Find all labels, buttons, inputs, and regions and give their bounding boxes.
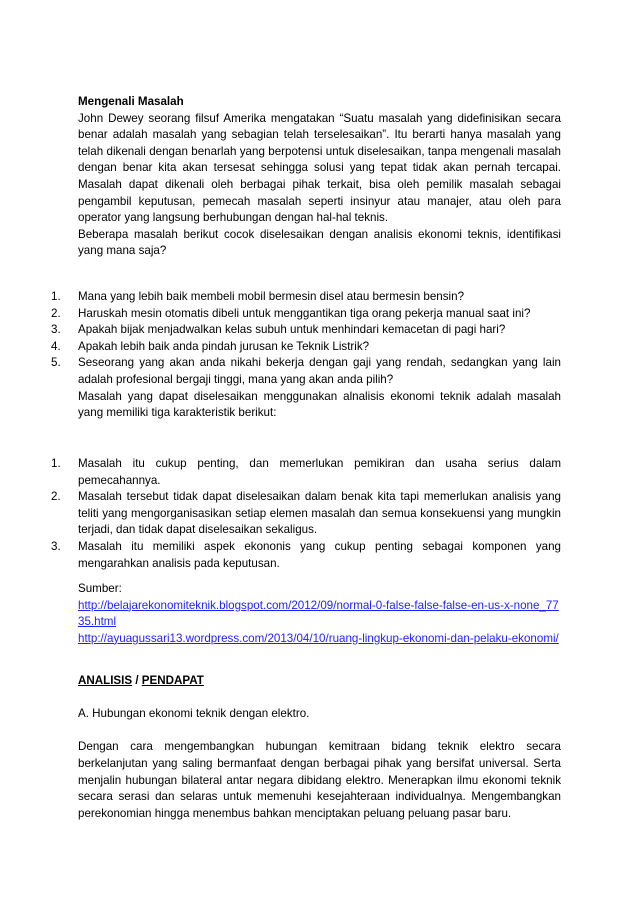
list-item xyxy=(51,489,561,539)
list-item xyxy=(51,289,561,306)
list-item-text: Haruskah mesin otomatis dibeli untuk menggantikan tiga orang pekerja manual saat ini? xyxy=(78,306,531,320)
list-number: 5. xyxy=(51,356,61,370)
list-item xyxy=(51,306,561,323)
list-number: 3. xyxy=(51,539,61,553)
source-link-1[interactable]: http://belajarekonomiteknik.blogspot.com/2012/09/normal-0-false-false-false-en-us-x-none_7735.html xyxy=(78,598,559,629)
section-title: Mengenali Masalah xyxy=(78,95,184,108)
analysis-subheading: A. Hubungan ekonomi teknik dengan elektro. xyxy=(78,707,310,721)
question-paragraph: Beberapa masalah berikut cocok diselesaikan dengan analisis ekonomi teknis, identifikasi yang mana saja? xyxy=(78,227,561,258)
analysis-section xyxy=(78,673,561,822)
list-number: 1. xyxy=(51,290,61,303)
analysis-heading xyxy=(78,673,561,690)
list-item xyxy=(51,539,561,572)
list-item-text: Seseorang yang akan anda nikahi bekerja dengan gaji yang rendah, sedangkan yang lain adalah profesional bergaji tinggi, mana yang akan anda pilih? xyxy=(78,356,561,386)
characteristics-intro: Masalah yang dapat diselesaikan menggunakan alnalisis ekonomi teknik adalah masalah yang memiliki tiga karakteristik berikut: xyxy=(78,389,561,420)
list-number: 4. xyxy=(51,339,61,353)
list-item-text: Masalah tersebut tidak dapat diselesaikan dalam benak kita tapi memerlukan analisis yang teliti yang mengorganisasikan setiap elemen masalah dan semua konsekuensi yang mungkin terjadi, dan tidak dapat diselesaikan sekaligus. xyxy=(78,490,561,537)
list-item xyxy=(51,339,561,356)
sources-label: Sumber: xyxy=(78,582,122,595)
list-number: 1. xyxy=(51,457,61,470)
intro-section xyxy=(78,94,561,260)
list-item-text: Apakah lebih baik anda pindah jurusan ke Teknik Listrik? xyxy=(78,339,370,353)
analysis-heading-right: PENDAPAT xyxy=(141,674,204,687)
list-item xyxy=(51,322,561,339)
sources-section xyxy=(78,581,561,647)
list-item xyxy=(51,355,561,421)
list-item-text: Apakah bijak menjadwalkan kelas subuh untuk menhindari kemacetan di pagi hari? xyxy=(78,323,506,337)
list-item xyxy=(51,456,561,489)
characteristics-list xyxy=(51,456,561,572)
list-item-text: Masalah itu cukup penting, dan memerlukan pemikiran dan usaha serius dalam pemecahannya. xyxy=(78,457,561,487)
analysis-paragraph: Dengan cara mengembangkan hubungan kemitraan bidang teknik elektro secara berkelanjutan yang saling bermanfaat dengan berbagai pihak yang bersifat universal. Serta menjalin hubungan bilateral antar negara dibidang elektro. Menerapkan ilmu ekonomi teknik secara serasi dan selaras untuk memenuhi kesejahteraan individualnya. Mengembangkan perekonomian hingga menembus bahkan menciptakan peluang peluang pasar baru. xyxy=(78,740,561,820)
list-number: 2. xyxy=(51,490,61,504)
list-item-text: Mana yang lebih baik membeli mobil bermesin disel atau bermesin bensin? xyxy=(78,290,465,303)
intro-paragraph: John Dewey seorang filsuf Amerika mengatakan “Suatu masalah yang didefinisikan secara benar adalah masalah yang sebagian telah terselesaikan”. Itu berarti hanya masalah yang telah dikenali dengan benarlah yang berpotensi untuk diselesaikan, tanpa mengenali masalah dengan benar kita akan tersesat sehingga solusi yang tepat tidak akan pernah tercapai. Masalah dapat dikenali oleh berbagai pihak terkait, bisa oleh pemilik masalah sebagai pengambil keputusan, pemecah masalah seperti insinyur atau manajer, atau oleh para operator yang langsung berhubungan dengan hal-hal teknis. xyxy=(78,111,561,225)
analysis-heading-separator: / xyxy=(132,674,142,687)
list-number: 3. xyxy=(51,323,61,337)
source-link-2[interactable]: http://ayuagussari13.wordpress.com/2013/04/10/ruang-lingkup-ekonomi-dan-pelaku-ekonomi/ xyxy=(78,631,559,645)
analysis-heading-left: ANALISIS xyxy=(78,674,133,687)
list-item-text: Masalah itu memiliki aspek ekononis yang cukup penting sebagai komponen yang mengarahkan analisis pada keputusan. xyxy=(78,539,561,570)
list-number: 2. xyxy=(51,306,61,320)
problem-list xyxy=(51,289,561,422)
